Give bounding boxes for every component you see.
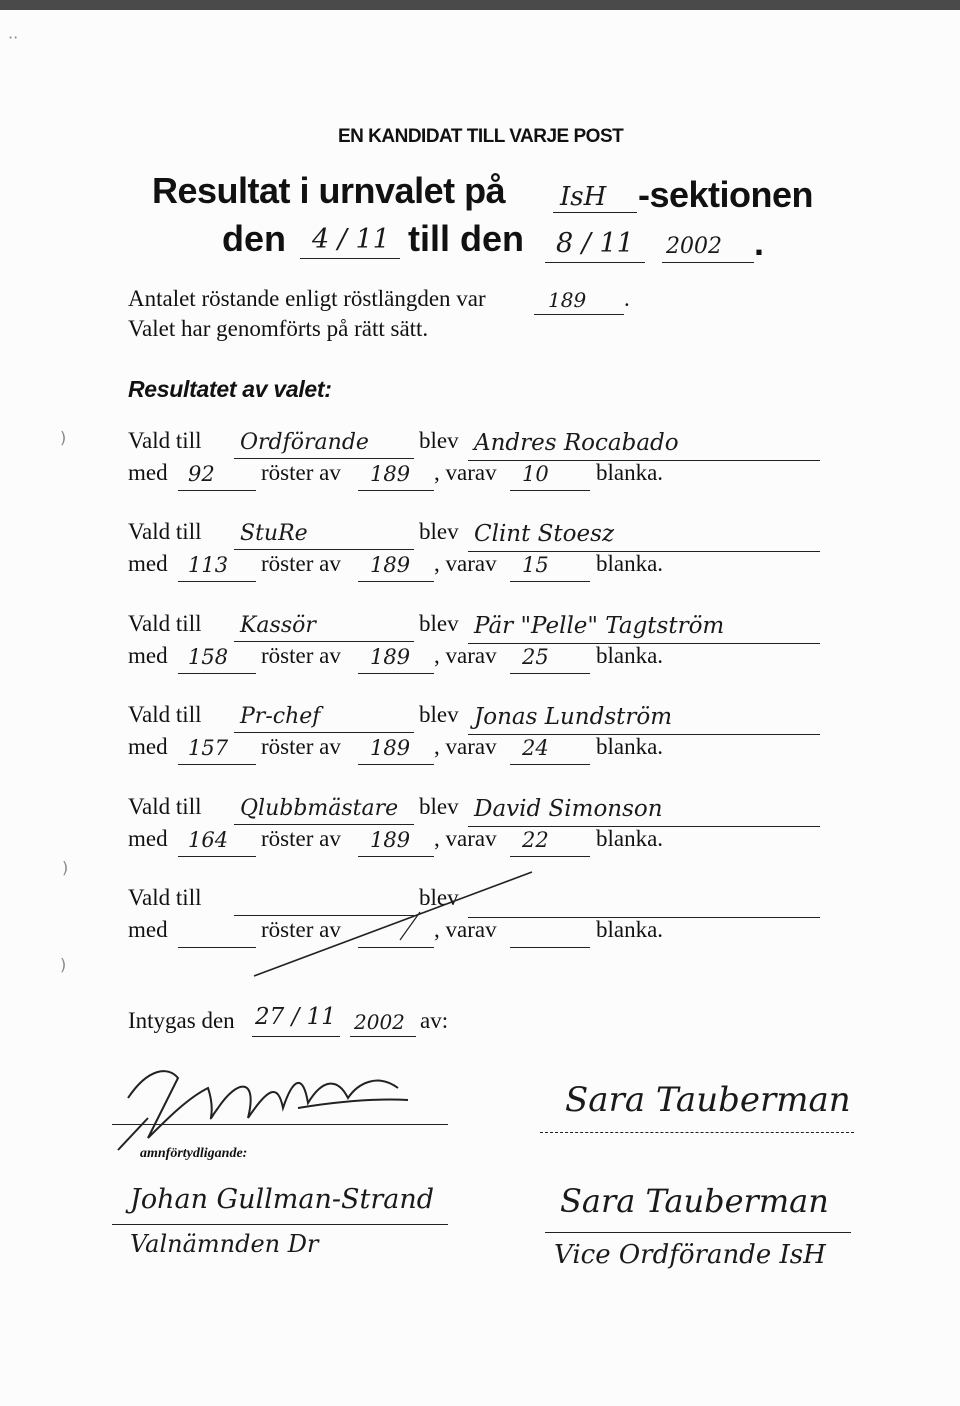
blank-line (510, 490, 590, 491)
varav-label: , varav (434, 917, 497, 942)
elected-name: Pär "Pelle" Tagtström (474, 613, 725, 639)
blev-label: blev (419, 611, 459, 636)
blanka-label: blanka. (596, 460, 664, 485)
post-line (234, 641, 414, 642)
right-signature: Sara Tauberman (565, 1080, 851, 1120)
scan-speck: ) (60, 428, 67, 447)
elected-name: David Simonson (474, 796, 663, 822)
votes-value: 164 (188, 828, 229, 852)
vald-till-label: Vald till (128, 794, 202, 819)
vald-till-label: Vald till (128, 428, 202, 453)
scan-speck: ·· (8, 28, 19, 47)
title-post: -sektionen (638, 174, 814, 215)
blev-label: blev (419, 794, 459, 819)
med-label: med (128, 551, 168, 576)
start-date-line (300, 258, 400, 259)
right-role: Vice Ordförande IsH (554, 1240, 826, 1270)
varav-label: , varav (434, 460, 497, 485)
blank-value: 22 (522, 828, 549, 852)
votes-line (178, 490, 256, 491)
blank-value: 24 (522, 736, 549, 760)
cert-date-line (252, 1036, 340, 1037)
scan-speck: ) (62, 858, 69, 877)
varav-label: , varav (434, 643, 497, 668)
blank-value: 15 (522, 553, 549, 577)
blanka-label: blanka. (596, 917, 664, 942)
post-value: StuRe (240, 521, 308, 546)
total-value: 189 (370, 553, 411, 577)
votes-value: 158 (188, 645, 229, 669)
votes-line (178, 764, 256, 765)
total-line (358, 490, 434, 491)
total-value: 189 (370, 462, 411, 486)
blanka-label: blanka. (596, 734, 664, 759)
total-value: 189 (370, 736, 411, 760)
vald-till-label: Vald till (128, 519, 202, 544)
form-kicker: EN KANDIDAT TILL VARJE POST (338, 126, 624, 147)
blanka-label: blanka. (596, 551, 664, 576)
med-label: med (128, 460, 168, 485)
blev-label: blev (419, 428, 459, 453)
total-line (358, 581, 434, 582)
blank-line (510, 581, 590, 582)
cert-year-line (350, 1036, 416, 1037)
post-line (234, 549, 414, 550)
blev-label: blev (419, 702, 459, 727)
med-label: med (128, 643, 168, 668)
votes-value: 113 (188, 553, 229, 577)
vald-till-label: Vald till (128, 885, 202, 910)
title-period: . (754, 222, 765, 263)
roster-av-label: röster av (261, 734, 341, 759)
post-line (234, 732, 414, 733)
till-den-label: till den (408, 218, 524, 259)
cert-year: 2002 (354, 1010, 405, 1034)
elected-name: Jonas Lundström (474, 704, 673, 730)
section-value: IsH (560, 182, 607, 212)
title-pre: Resultat i urnvalet på (152, 170, 506, 211)
certified-label: Intygas den (128, 1008, 235, 1033)
vald-till-label: Vald till (128, 702, 202, 727)
end-year-line (662, 262, 754, 263)
left-name-line (112, 1224, 448, 1225)
left-role: Valnämnden Dr (130, 1230, 319, 1258)
cert-date: 27 / 11 (255, 1004, 336, 1030)
end-date: 8 / 11 (556, 228, 634, 259)
roster-av-label: röster av (261, 551, 341, 576)
valid-statement: Valet har genomförts på rätt sätt. (128, 316, 429, 341)
right-name: Sara Tauberman (560, 1182, 829, 1220)
med-label: med (128, 917, 168, 942)
votes-line (178, 856, 256, 857)
right-signature-line (540, 1132, 854, 1133)
varav-label: , varav (434, 826, 497, 851)
blank-value: 10 (522, 462, 549, 486)
scan-top-edge (0, 0, 960, 10)
right-name-line (545, 1232, 851, 1233)
votes-line (178, 581, 256, 582)
med-label: med (128, 826, 168, 851)
med-label: med (128, 734, 168, 759)
roster-av-label: röster av (261, 826, 341, 851)
votes-line (178, 947, 256, 948)
total-value: 189 (370, 828, 411, 852)
left-name: Johan Gullman-Strand (130, 1184, 435, 1215)
blev-label: blev (419, 885, 459, 910)
roster-av-label: röster av (261, 643, 341, 668)
voters-line (534, 314, 624, 315)
left-signature-line (112, 1124, 448, 1125)
end-date-line (545, 262, 645, 263)
roster-av-label: röster av (261, 917, 341, 942)
blank-line (510, 673, 590, 674)
total-line (358, 673, 434, 674)
roster-av-label: röster av (261, 460, 341, 485)
vald-till-label: Vald till (128, 611, 202, 636)
elected-name: Clint Stoesz (474, 521, 615, 547)
blanka-label: blanka. (596, 643, 664, 668)
elected-name: Andres Rocabado (474, 430, 679, 456)
post-value: Qlubbmästare (240, 796, 399, 821)
total-line (358, 856, 434, 857)
voters-end: . (624, 286, 630, 311)
post-line (234, 458, 414, 459)
results-heading: Resultatet av valet: (128, 376, 332, 402)
total-line (358, 764, 434, 765)
post-line (234, 824, 414, 825)
left-caption: amnförtydligande: (140, 1146, 248, 1161)
votes-value: 157 (188, 736, 229, 760)
scan-speck: ) (60, 955, 67, 974)
void-strike-lines (250, 868, 540, 983)
post-value: Pr-chef (240, 704, 321, 729)
blanka-label: blanka. (596, 826, 664, 851)
post-value: Kassör (240, 613, 316, 638)
end-year: 2002 (666, 234, 722, 259)
voters-count: 189 (548, 288, 587, 312)
blank-line (510, 856, 590, 857)
blank-value: 25 (522, 645, 549, 669)
cert-suffix: av: (420, 1008, 449, 1033)
post-value: Ordförande (240, 430, 369, 455)
section-line (553, 212, 637, 213)
varav-label: , varav (434, 551, 497, 576)
voters-text: Antalet röstande enligt röstlängden var (128, 286, 486, 311)
varav-label: , varav (434, 734, 497, 759)
start-date: 4 / 11 (312, 224, 390, 255)
blev-label: blev (419, 519, 459, 544)
blank-line (510, 764, 590, 765)
votes-line (178, 673, 256, 674)
votes-value: 92 (188, 462, 215, 486)
den-label: den (222, 218, 287, 259)
total-value: 189 (370, 645, 411, 669)
left-signature-scribble (108, 1058, 428, 1158)
